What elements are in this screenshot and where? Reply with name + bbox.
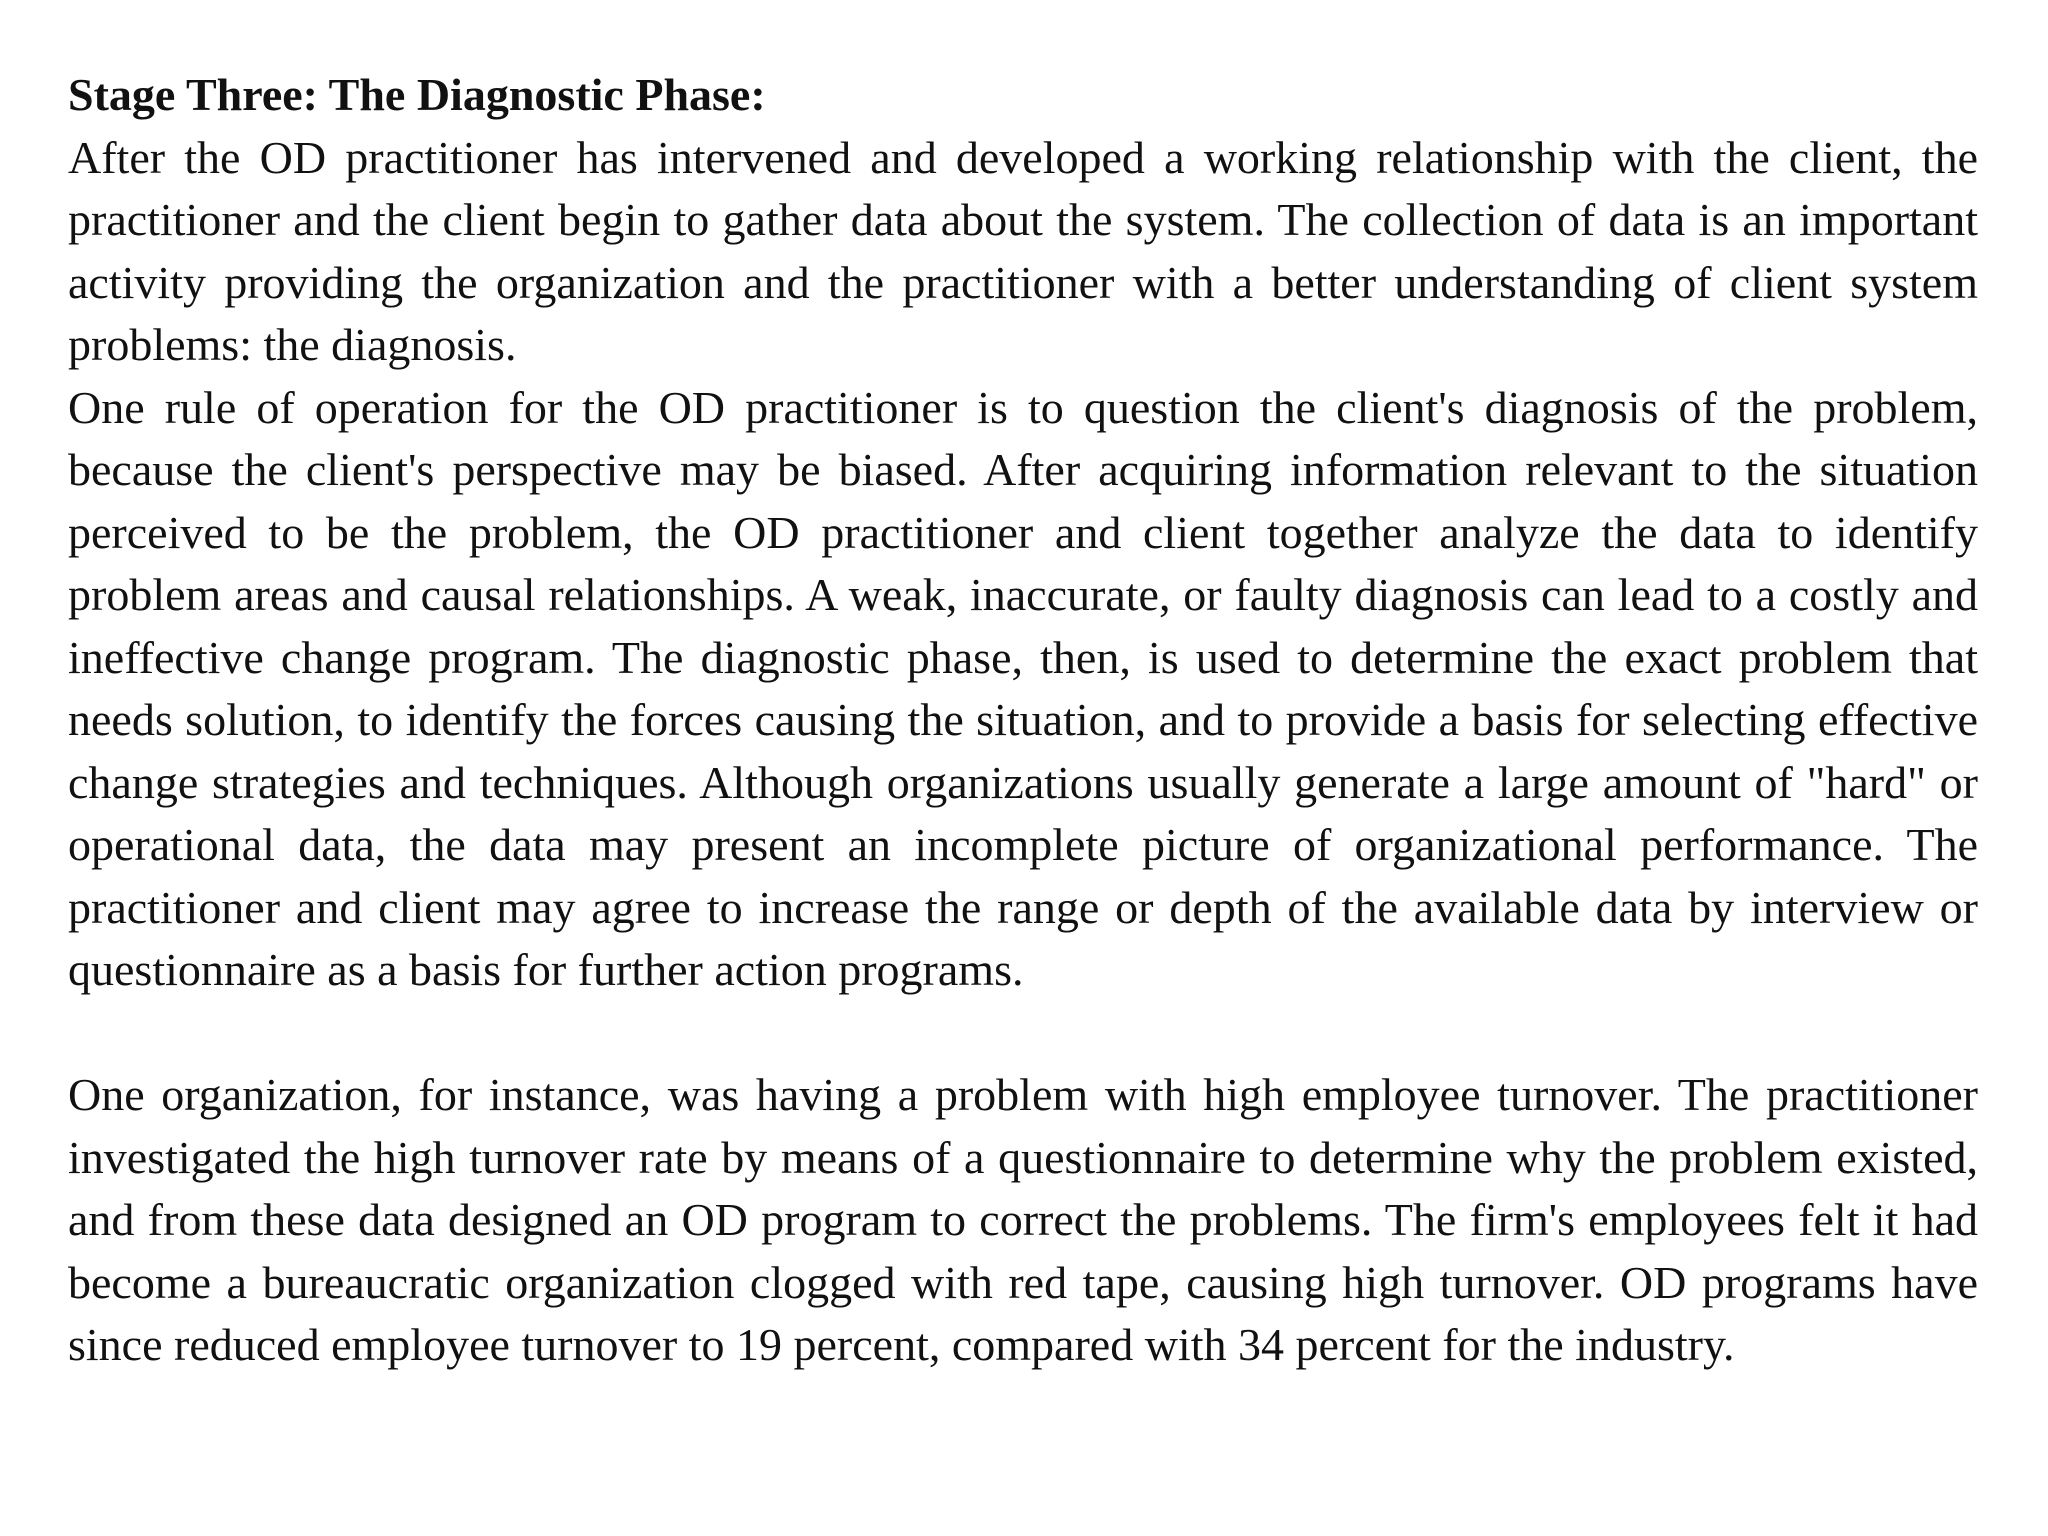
section-heading: Stage Three: The Diagnostic Phase: [68,69,766,120]
paragraph-intro: After the OD practitioner has intervened and developed a working relationship with the client, the practitioner and the client begin to gather data about the system. The collection of data is an important activity providing the organization and the practitioner with a better understanding of client system problems: the diagnosis. [68,131,1978,370]
paragraph-example: One organization, for instance, was having a problem with high employee turnover. The practitioner investigated the high turnover rate by means of a questionnaire to determine why the problem existed, and from these data designed an OD program to correct the problems. The firm's employees felt it had become a bureaucratic organization clogged with red tape, causing high turnover. OD programs have since reduced employee turnover to 19 percent, compared with 34 percent for the industry. [68,1069,1978,1370]
paragraph-rule-of-operation: One rule of operation for the OD practitioner is to question the client's diagnosis of the problem, because the client's perspective may be biased. After acquiring information relevant to the situation perceived to be the problem, the OD practitioner and client together analyze the data to identify problem areas and causal relationships. A weak, inaccurate, or faulty diagnosis can lead to a costly and ineffective change program. The diagnostic phase, then, is used to determine the exact problem that needs solution, to identify the forces causing the situation, and to provide a basis for selecting effective change strategies and techniques. Although organizations usually generate a large amount of "hard" or operational data, the data may present an incomplete picture of organizational performance. The practitioner and client may agree to increase the range or depth of the available data by interview or questionnaire as a basis for further action programs. [68,381,1978,995]
document-page [68,64,1978,1377]
paragraph-spacer [68,1002,1978,1065]
